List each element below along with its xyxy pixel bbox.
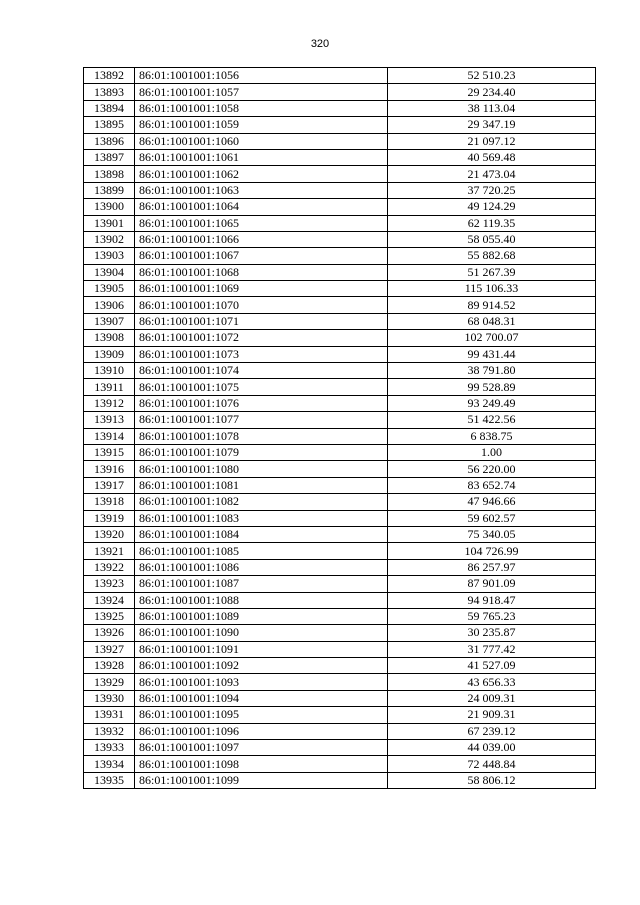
value-cell: 49 124.29 (388, 199, 596, 215)
value-cell: 75 340.05 (388, 526, 596, 542)
row-number-cell: 13893 (84, 84, 135, 100)
table-row (84, 84, 596, 100)
table-row (84, 182, 596, 198)
table-row (84, 444, 596, 460)
table-row (84, 608, 596, 624)
table-row (84, 199, 596, 215)
table-row (84, 723, 596, 739)
cadastral-number-cell: 86:01:1001001:1067 (135, 248, 388, 264)
row-number-cell: 13912 (84, 395, 135, 411)
table-row (84, 592, 596, 608)
value-cell: 47 946.66 (388, 494, 596, 510)
row-number-cell: 13917 (84, 477, 135, 493)
value-cell: 55 882.68 (388, 248, 596, 264)
row-number-cell: 13904 (84, 264, 135, 280)
value-cell: 51 267.39 (388, 264, 596, 280)
row-number-cell: 13899 (84, 182, 135, 198)
cadastral-number-cell: 86:01:1001001:1056 (135, 68, 388, 84)
value-cell: 44 039.00 (388, 740, 596, 756)
table-row (84, 313, 596, 329)
row-number-cell: 13908 (84, 330, 135, 346)
cadastral-number-cell: 86:01:1001001:1094 (135, 690, 388, 706)
cadastral-number-cell: 86:01:1001001:1070 (135, 297, 388, 313)
row-number-cell: 13916 (84, 461, 135, 477)
table-row (84, 133, 596, 149)
value-cell: 51 422.56 (388, 412, 596, 428)
table-row (84, 215, 596, 231)
cadastral-number-cell: 86:01:1001001:1090 (135, 625, 388, 641)
row-number-cell: 13903 (84, 248, 135, 264)
row-number-cell: 13921 (84, 543, 135, 559)
value-cell: 89 914.52 (388, 297, 596, 313)
page-number: 320 (310, 38, 330, 50)
row-number-cell: 13922 (84, 559, 135, 575)
cadastral-number-cell: 86:01:1001001:1058 (135, 100, 388, 116)
cadastral-number-cell: 86:01:1001001:1063 (135, 182, 388, 198)
row-number-cell: 13930 (84, 690, 135, 706)
cadastral-number-cell: 86:01:1001001:1085 (135, 543, 388, 559)
row-number-cell: 13897 (84, 149, 135, 165)
cadastral-number-cell: 86:01:1001001:1087 (135, 576, 388, 592)
value-cell: 102 700.07 (388, 330, 596, 346)
cadastral-number-cell: 86:01:1001001:1065 (135, 215, 388, 231)
table-row (84, 231, 596, 247)
row-number-cell: 13911 (84, 379, 135, 395)
table-row (84, 117, 596, 133)
row-number-cell: 13929 (84, 674, 135, 690)
row-number-cell: 13896 (84, 133, 135, 149)
cadastral-number-cell: 86:01:1001001:1086 (135, 559, 388, 575)
table-row (84, 346, 596, 362)
cadastral-number-cell: 86:01:1001001:1080 (135, 461, 388, 477)
cadastral-number-cell: 86:01:1001001:1069 (135, 281, 388, 297)
value-cell: 58 806.12 (388, 772, 596, 788)
row-number-cell: 13924 (84, 592, 135, 608)
table-row (84, 461, 596, 477)
cadastral-number-cell: 86:01:1001001:1075 (135, 379, 388, 395)
table-row (84, 658, 596, 674)
value-cell: 37 720.25 (388, 182, 596, 198)
row-number-cell: 13906 (84, 297, 135, 313)
cadastral-number-cell: 86:01:1001001:1082 (135, 494, 388, 510)
table-row (84, 477, 596, 493)
cadastral-number-cell: 86:01:1001001:1089 (135, 608, 388, 624)
row-number-cell: 13902 (84, 231, 135, 247)
value-cell: 99 528.89 (388, 379, 596, 395)
cadastral-number-cell: 86:01:1001001:1099 (135, 772, 388, 788)
table-row (84, 559, 596, 575)
table-row (84, 297, 596, 313)
row-number-cell: 13898 (84, 166, 135, 182)
cadastral-table (83, 67, 596, 789)
value-cell: 94 918.47 (388, 592, 596, 608)
cadastral-number-cell: 86:01:1001001:1066 (135, 231, 388, 247)
value-cell: 24 009.31 (388, 690, 596, 706)
row-number-cell: 13895 (84, 117, 135, 133)
table-row (84, 330, 596, 346)
cadastral-number-cell: 86:01:1001001:1068 (135, 264, 388, 280)
cadastral-number-cell: 86:01:1001001:1060 (135, 133, 388, 149)
row-number-cell: 13909 (84, 346, 135, 362)
row-number-cell: 13892 (84, 68, 135, 84)
table-row (84, 510, 596, 526)
table-row (84, 149, 596, 165)
row-number-cell: 13907 (84, 313, 135, 329)
value-cell: 21 097.12 (388, 133, 596, 149)
value-cell: 83 652.74 (388, 477, 596, 493)
value-cell: 58 055.40 (388, 231, 596, 247)
row-number-cell: 13926 (84, 625, 135, 641)
value-cell: 87 901.09 (388, 576, 596, 592)
table-row (84, 428, 596, 444)
value-cell: 29 234.40 (388, 84, 596, 100)
value-cell: 115 106.33 (388, 281, 596, 297)
table-row (84, 756, 596, 772)
table-row (84, 543, 596, 559)
table-row (84, 412, 596, 428)
cadastral-number-cell: 86:01:1001001:1093 (135, 674, 388, 690)
table-row (84, 494, 596, 510)
table-row (84, 526, 596, 542)
row-number-cell: 13901 (84, 215, 135, 231)
table-row (84, 166, 596, 182)
table-row (84, 281, 596, 297)
table-row (84, 625, 596, 641)
value-cell: 41 527.09 (388, 658, 596, 674)
row-number-cell: 13931 (84, 707, 135, 723)
value-cell: 38 791.80 (388, 363, 596, 379)
row-number-cell: 13925 (84, 608, 135, 624)
cadastral-number-cell: 86:01:1001001:1097 (135, 740, 388, 756)
cadastral-number-cell: 86:01:1001001:1077 (135, 412, 388, 428)
value-cell: 59 765.23 (388, 608, 596, 624)
value-cell: 104 726.99 (388, 543, 596, 559)
value-cell: 30 235.87 (388, 625, 596, 641)
cadastral-number-cell: 86:01:1001001:1083 (135, 510, 388, 526)
table-row (84, 363, 596, 379)
value-cell: 67 239.12 (388, 723, 596, 739)
row-number-cell: 13919 (84, 510, 135, 526)
row-number-cell: 13933 (84, 740, 135, 756)
cadastral-number-cell: 86:01:1001001:1059 (135, 117, 388, 133)
cadastral-number-cell: 86:01:1001001:1076 (135, 395, 388, 411)
cadastral-number-cell: 86:01:1001001:1096 (135, 723, 388, 739)
row-number-cell: 13932 (84, 723, 135, 739)
cadastral-number-cell: 86:01:1001001:1062 (135, 166, 388, 182)
row-number-cell: 13900 (84, 199, 135, 215)
table-row (84, 740, 596, 756)
value-cell: 93 249.49 (388, 395, 596, 411)
table-row (84, 707, 596, 723)
value-cell: 86 257.97 (388, 559, 596, 575)
row-number-cell: 13923 (84, 576, 135, 592)
cadastral-number-cell: 86:01:1001001:1064 (135, 199, 388, 215)
table-row (84, 248, 596, 264)
value-cell: 43 656.33 (388, 674, 596, 690)
row-number-cell: 13914 (84, 428, 135, 444)
cadastral-number-cell: 86:01:1001001:1092 (135, 658, 388, 674)
cadastral-number-cell: 86:01:1001001:1079 (135, 444, 388, 460)
value-cell: 31 777.42 (388, 641, 596, 657)
cadastral-number-cell: 86:01:1001001:1081 (135, 477, 388, 493)
row-number-cell: 13915 (84, 444, 135, 460)
row-number-cell: 13927 (84, 641, 135, 657)
cadastral-number-cell: 86:01:1001001:1057 (135, 84, 388, 100)
cadastral-number-cell: 86:01:1001001:1071 (135, 313, 388, 329)
cadastral-number-cell: 86:01:1001001:1084 (135, 526, 388, 542)
row-number-cell: 13928 (84, 658, 135, 674)
row-number-cell: 13894 (84, 100, 135, 116)
row-number-cell: 13905 (84, 281, 135, 297)
table-row (84, 674, 596, 690)
cadastral-number-cell: 86:01:1001001:1091 (135, 641, 388, 657)
value-cell: 38 113.04 (388, 100, 596, 116)
cadastral-number-cell: 86:01:1001001:1073 (135, 346, 388, 362)
value-cell: 56 220.00 (388, 461, 596, 477)
value-cell: 59 602.57 (388, 510, 596, 526)
value-cell: 6 838.75 (388, 428, 596, 444)
value-cell: 68 048.31 (388, 313, 596, 329)
cadastral-number-cell: 86:01:1001001:1095 (135, 707, 388, 723)
table-row (84, 379, 596, 395)
cadastral-number-cell: 86:01:1001001:1098 (135, 756, 388, 772)
table-row (84, 395, 596, 411)
row-number-cell: 13920 (84, 526, 135, 542)
row-number-cell: 13913 (84, 412, 135, 428)
cadastral-number-cell: 86:01:1001001:1072 (135, 330, 388, 346)
row-number-cell: 13935 (84, 772, 135, 788)
table-row (84, 772, 596, 788)
cadastral-number-cell: 86:01:1001001:1078 (135, 428, 388, 444)
value-cell: 21 909.31 (388, 707, 596, 723)
row-number-cell: 13918 (84, 494, 135, 510)
value-cell: 52 510.23 (388, 68, 596, 84)
row-number-cell: 13934 (84, 756, 135, 772)
value-cell: 40 569.48 (388, 149, 596, 165)
cadastral-number-cell: 86:01:1001001:1061 (135, 149, 388, 165)
value-cell: 29 347.19 (388, 117, 596, 133)
row-number-cell: 13910 (84, 363, 135, 379)
value-cell: 1.00 (388, 444, 596, 460)
table-row (84, 690, 596, 706)
table-body (84, 68, 596, 789)
table-row (84, 68, 596, 84)
cadastral-number-cell: 86:01:1001001:1074 (135, 363, 388, 379)
value-cell: 21 473.04 (388, 166, 596, 182)
value-cell: 99 431.44 (388, 346, 596, 362)
table-row (84, 576, 596, 592)
value-cell: 62 119.35 (388, 215, 596, 231)
cadastral-number-cell: 86:01:1001001:1088 (135, 592, 388, 608)
value-cell: 72 448.84 (388, 756, 596, 772)
table-row (84, 100, 596, 116)
table-row (84, 264, 596, 280)
table-row (84, 641, 596, 657)
